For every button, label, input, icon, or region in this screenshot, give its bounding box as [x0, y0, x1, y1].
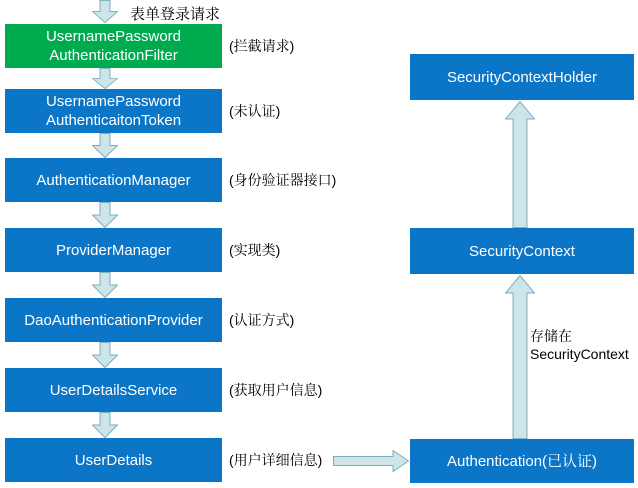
box-authentication-authenticated: [410, 439, 634, 483]
box-username-password-authentication-filter: [5, 24, 222, 68]
box-title-line: UsernamePassword: [45, 28, 182, 45]
annotation-user-detail-info: (用户详细信息): [229, 452, 323, 468]
box-security-context-holder: [410, 54, 634, 100]
flow-arrow-up-icon: [505, 101, 535, 228]
flow-arrow-down-icon: [92, 0, 118, 23]
box-username-password-authentication-token: [5, 89, 222, 133]
box-provider-manager: [5, 228, 222, 272]
box-title-line: ProviderManager: [55, 241, 172, 259]
box-title-line: SecurityContextHolder: [446, 68, 598, 86]
box-title-line: DaoAuthenticationProvider: [24, 311, 203, 329]
box-authentication-manager: [5, 158, 222, 202]
box-title-line: Authentication(已认证): [446, 452, 598, 470]
annotation-authenticator-interface: (身份验证器接口): [229, 172, 337, 188]
flow-arrow-down-icon: [92, 342, 118, 368]
annotation-implementation-class: (实现类): [229, 242, 281, 258]
box-user-details: [5, 438, 222, 482]
flow-arrow-down-icon: [92, 133, 118, 158]
flow-arrow-down-icon: [92, 68, 118, 89]
box-security-context: [410, 228, 634, 274]
box-user-details-service: [5, 368, 222, 412]
form-login-request-label: 表单登录请求: [130, 6, 221, 23]
flow-arrow-down-icon: [92, 412, 118, 438]
stored-in-security-context-label: [530, 327, 629, 363]
annotation-unauthenticated: (未认证): [229, 103, 281, 119]
box-title-line: UserDetails: [74, 451, 153, 469]
box-title-line: AuthenticaitonToken: [45, 112, 182, 129]
box-title-line: SecurityContext: [469, 242, 575, 260]
box-title-line: UserDetailsService: [49, 381, 178, 399]
annotation-get-user-info: (获取用户信息): [229, 382, 323, 398]
flow-arrow-down-icon: [92, 202, 118, 228]
stored-in-label-line2: SecurityContext: [530, 346, 629, 362]
box-title-line: UsernamePassword: [45, 93, 182, 110]
stored-in-label-line1: 存储在: [530, 328, 572, 344]
box-dao-authentication-provider: [5, 298, 222, 342]
annotation-intercept-request: (拦截请求): [229, 38, 295, 54]
flow-arrow-right-icon: [333, 450, 409, 472]
flow-arrow-down-icon: [92, 272, 118, 298]
box-title-line: AuthenticationManager: [36, 171, 191, 189]
annotation-authentication-method: (认证方式): [229, 312, 295, 328]
box-title-line: AuthenticationFilter: [49, 47, 178, 64]
